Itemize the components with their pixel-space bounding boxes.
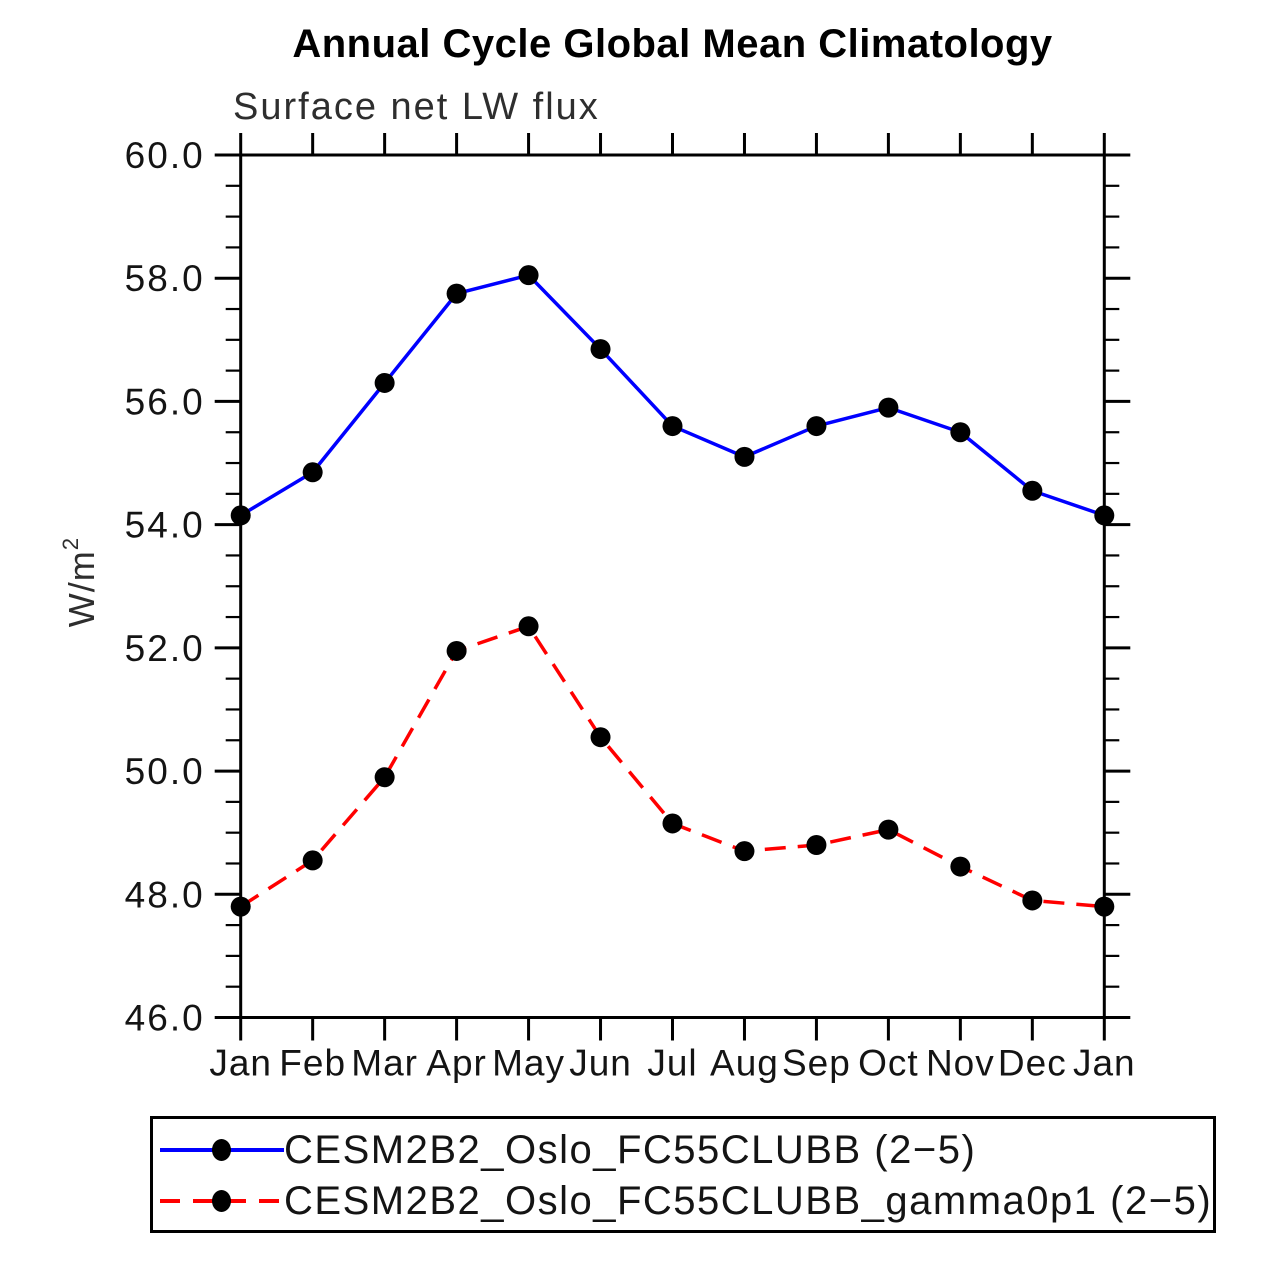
x-tick-label: Feb xyxy=(279,1042,347,1084)
data-point-marker xyxy=(519,265,539,285)
x-tick-label: Jun xyxy=(569,1042,632,1084)
data-point-marker xyxy=(519,616,539,636)
legend-label-series-2: CESM2B2_Oslo_FC55CLUBB_gamma0p1 (2−5) xyxy=(284,1178,1213,1223)
legend-marker-dot-icon xyxy=(212,1190,231,1212)
y-tick-label: 56.0 xyxy=(124,381,205,423)
x-tick-label: Jan xyxy=(1072,1042,1136,1084)
legend-swatch-solid xyxy=(160,1139,284,1161)
data-point-marker xyxy=(950,422,970,442)
x-tick-label: Nov xyxy=(925,1042,995,1084)
y-tick-label: 48.0 xyxy=(124,874,205,916)
data-point-marker xyxy=(734,447,754,467)
data-point-marker xyxy=(231,505,251,525)
data-point-marker xyxy=(1022,481,1042,501)
data-point-marker xyxy=(663,416,683,436)
series-line-1 xyxy=(241,275,1105,515)
x-tick-label: Sep xyxy=(782,1042,851,1084)
chart-title: Annual Cycle Global Mean Climatology xyxy=(292,22,1053,66)
y-axis-label-base: W/m xyxy=(61,550,102,628)
data-point-marker xyxy=(447,641,467,661)
data-point-marker xyxy=(375,373,395,393)
legend-entry-dashed xyxy=(160,1178,1213,1223)
x-tick-label: Apr xyxy=(426,1042,487,1084)
data-point-marker xyxy=(1094,897,1114,917)
chart-subtitle: Surface net LW flux xyxy=(233,86,600,128)
data-point-marker xyxy=(878,820,898,840)
data-point-marker xyxy=(303,850,323,870)
data-point-marker xyxy=(878,398,898,418)
x-tick-label: Dec xyxy=(997,1042,1067,1084)
data-point-marker xyxy=(1094,505,1114,525)
data-point-marker xyxy=(303,462,323,482)
y-tick-label: 54.0 xyxy=(124,504,205,546)
y-tick-label: 60.0 xyxy=(124,135,205,176)
data-point-marker xyxy=(663,813,683,833)
x-tick-label: Jan xyxy=(209,1042,273,1084)
data-point-marker xyxy=(591,727,611,747)
data-point-marker xyxy=(375,767,395,787)
data-point-marker xyxy=(806,835,826,855)
y-tick-label: 52.0 xyxy=(124,627,205,669)
x-tick-label: Oct xyxy=(858,1042,919,1084)
legend-label-series-1: CESM2B2_Oslo_FC55CLUBB (2−5) xyxy=(284,1127,977,1172)
x-tick-label: May xyxy=(492,1042,566,1084)
data-point-marker xyxy=(950,857,970,877)
data-point-marker xyxy=(806,416,826,436)
data-point-marker xyxy=(447,284,467,304)
legend-entry-solid xyxy=(160,1127,977,1172)
legend-marker-dot-icon xyxy=(212,1139,231,1161)
y-axis-label-exponent: 2 xyxy=(57,536,83,551)
plot-frame xyxy=(241,155,1105,1018)
x-tick-label: Mar xyxy=(351,1042,419,1084)
x-tick-label: Aug xyxy=(710,1042,779,1084)
legend-box xyxy=(150,1116,1216,1233)
data-point-marker xyxy=(231,897,251,917)
x-tick-label: Jul xyxy=(647,1042,698,1084)
data-point-marker xyxy=(734,841,754,861)
y-tick-label: 58.0 xyxy=(124,258,205,300)
series-line-2 xyxy=(241,626,1105,906)
data-point-marker xyxy=(1022,890,1042,910)
legend-swatch-dashed xyxy=(160,1190,284,1212)
y-tick-label: 50.0 xyxy=(124,751,205,793)
y-tick-label: 46.0 xyxy=(124,997,205,1039)
data-point-marker xyxy=(591,339,611,359)
